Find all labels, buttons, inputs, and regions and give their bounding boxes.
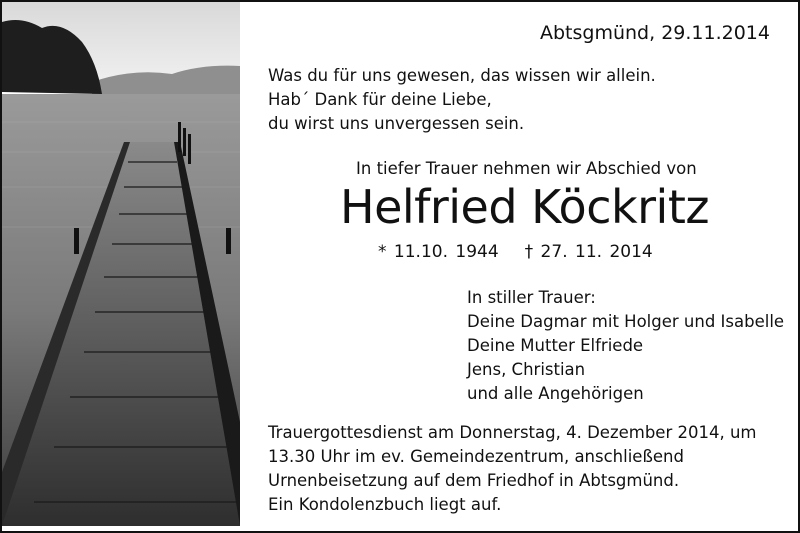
- mourner-line: In stiller Trauer:: [467, 288, 596, 307]
- deceased-name: Helfried Köckritz: [340, 180, 710, 234]
- place-date: Abtsgmünd, 29.11.2014: [540, 22, 770, 44]
- birth-date: * 11.10. 1944: [378, 242, 499, 262]
- death-date: † 27. 11. 2014: [524, 242, 653, 262]
- service-line: Ein Kondolenzbuch liegt auf.: [268, 495, 502, 514]
- life-dates: [378, 242, 653, 262]
- lake-pier-photo: [2, 2, 240, 526]
- mourner-line: Jens, Christian: [467, 360, 586, 379]
- poem: [268, 64, 656, 136]
- poem-line: du wirst uns unvergessen sein.: [268, 114, 525, 133]
- service-line: Trauergottesdienst am Donnerstag, 4. Dezember 2014, um: [268, 423, 757, 442]
- mourners-list: [467, 286, 784, 406]
- mourner-line: und alle Angehörigen: [467, 384, 644, 403]
- intro-text: In tiefer Trauer nehmen wir Abschied von: [356, 159, 697, 178]
- service-info: [268, 421, 757, 517]
- lake-pier-illustration: [2, 2, 240, 526]
- poem-line: Hab´ Dank für deine Liebe,: [268, 90, 492, 109]
- service-line: Urnenbeisetzung auf dem Friedhof in Abtsgmünd.: [268, 471, 680, 490]
- mourner-line: Deine Dagmar mit Holger und Isabelle: [467, 312, 785, 331]
- mourner-line: Deine Mutter Elfriede: [467, 336, 644, 355]
- service-line: 13.30 Uhr im ev. Gemeindezentrum, anschließend: [268, 447, 684, 466]
- poem-line: Was du für uns gewesen, das wissen wir allein.: [268, 66, 656, 85]
